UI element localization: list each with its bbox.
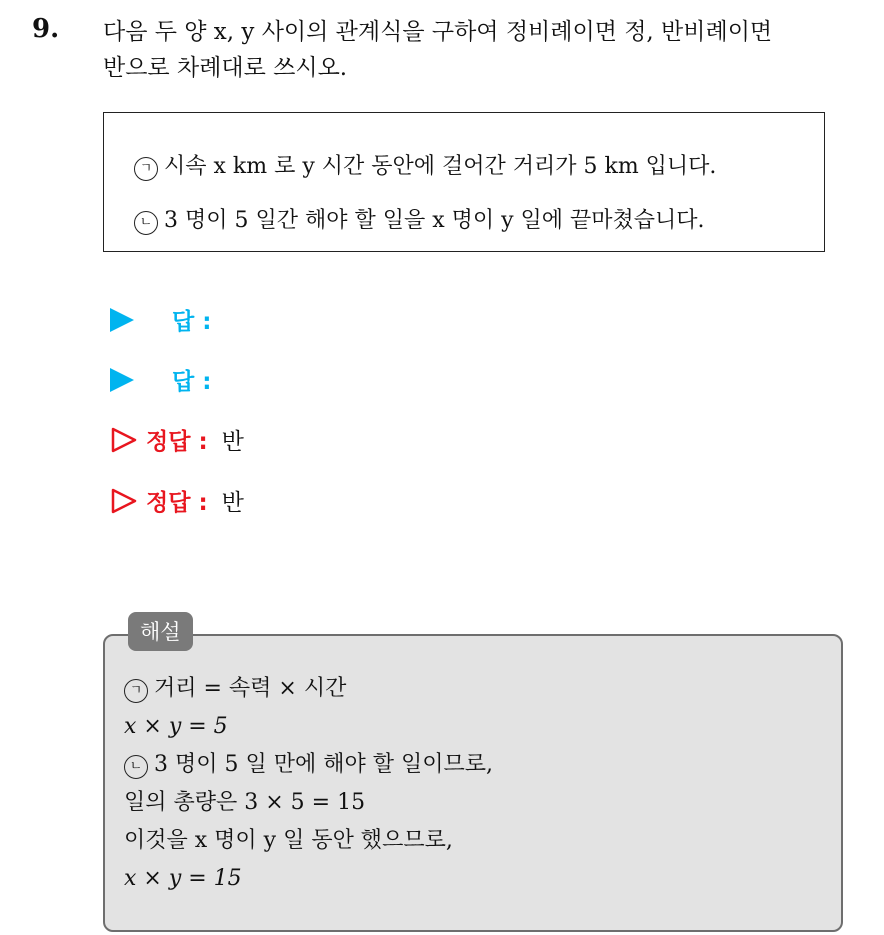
explanation-line xyxy=(124,670,493,708)
question-line-2: 반으로 차례대로 쓰시오. xyxy=(103,55,348,81)
condition-box xyxy=(103,112,825,252)
explanation-text: x × y = 5 xyxy=(124,714,228,739)
explanation-text: 거리 = 속력 × 시간 xyxy=(154,676,347,701)
outline-triangle-icon xyxy=(110,487,138,515)
circled-marker-icon: ㄴ xyxy=(124,755,148,779)
circled-marker-icon: ㄴ xyxy=(134,211,158,235)
condition-item xyxy=(134,149,716,181)
explanation-lines xyxy=(124,670,493,898)
condition-item xyxy=(134,203,705,235)
question-number: 9. xyxy=(32,14,60,44)
explanation-text: 일의 총량은 3 × 5 = 15 xyxy=(124,790,366,815)
answer-label: 답 : xyxy=(172,369,212,395)
correct-answer-value: 반 xyxy=(221,429,244,455)
explanation-line xyxy=(124,860,493,898)
correct-answer-row xyxy=(110,484,244,516)
correct-answer-label: 정답 : xyxy=(146,429,208,455)
question-text xyxy=(103,14,873,86)
circled-marker-icon: ㄱ xyxy=(134,157,158,181)
correct-answer-row xyxy=(110,423,244,455)
answer-label: 답 : xyxy=(172,309,212,335)
outline-triangle-icon xyxy=(110,426,138,454)
condition-text: 시속 x km 로 y 시간 동안에 걸어간 거리가 5 km 입니다. xyxy=(164,154,717,179)
filled-triangle-icon xyxy=(110,368,134,392)
explanation-line xyxy=(124,708,493,746)
explanation-text: 이것을 x 명이 y 일 동안 했으므로, xyxy=(124,828,453,853)
answer-blank-row xyxy=(110,363,211,395)
explanation-text: x × y = 15 xyxy=(124,866,242,891)
answer-blank-row xyxy=(110,303,211,335)
explanation-tab: 해설 xyxy=(128,612,193,651)
correct-answer-value: 반 xyxy=(221,490,244,516)
question-line-1: 다음 두 양 x, y 사이의 관계식을 구하여 정비례이면 정, 반비례이면 xyxy=(103,19,773,45)
explanation-text: 3 명이 5 일 만에 해야 할 일이므로, xyxy=(154,752,493,777)
explanation-line xyxy=(124,784,493,822)
explanation-line xyxy=(124,822,493,860)
condition-text: 3 명이 5 일간 해야 할 일을 x 명이 y 일에 끝마쳤습니다. xyxy=(164,208,705,233)
explanation-line xyxy=(124,746,493,784)
correct-answer-label: 정답 : xyxy=(146,490,208,516)
filled-triangle-icon xyxy=(110,308,134,332)
circled-marker-icon: ㄱ xyxy=(124,679,148,703)
